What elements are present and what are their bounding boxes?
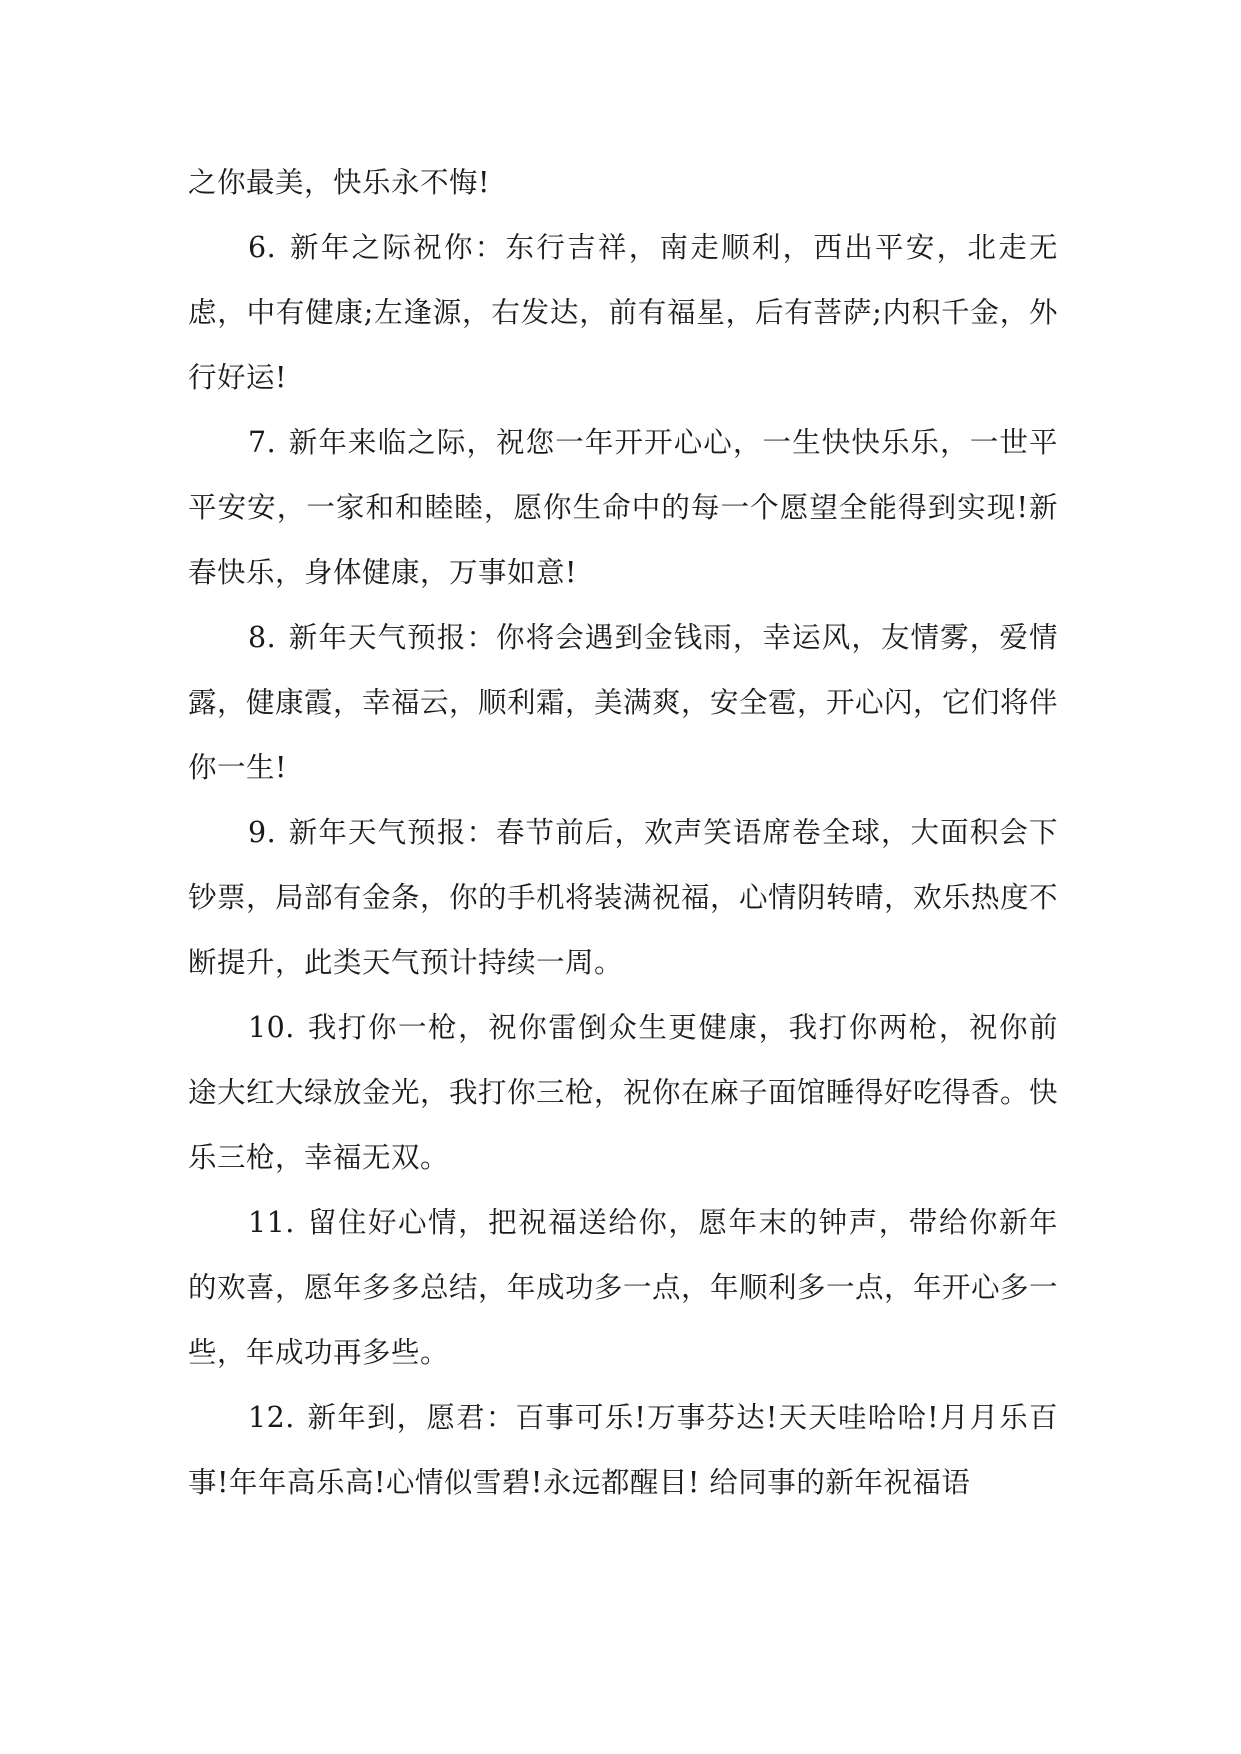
paragraph-continuation [188,150,1058,215]
paragraph-item-11 [188,1190,1058,1385]
paragraph-text: 新年天气预报：你将会遇到金钱雨，幸运风，友情雾，爱情露，健康霞，幸福云，顺利霜，美满爽，安全雹，开心闪，它们将伴你一生! [188,621,1059,784]
paragraph-text: 新年来临之际，祝您一年开开心心，一生快快乐乐，一世平平安安，一家和和睦睦，愿你生命中的每一个愿望全能得到实现!新春快乐，身体健康，万事如意! [188,426,1058,589]
item-number: 12. [248,1401,295,1434]
paragraph-item-7 [188,410,1058,605]
paragraph-item-9 [188,800,1058,995]
paragraph-item-6 [188,215,1058,410]
paragraph-item-8 [188,605,1058,800]
item-number: 11. [248,1206,295,1239]
paragraph-text: 新年之际祝你：东行吉祥，南走顺利，西出平安，北走无虑，中有健康;左逢源，右发达，前有福星，后有菩萨;内积千金，外行好运! [188,231,1058,394]
paragraph-text: 新年天气预报：春节前后，欢声笑语席卷全球，大面积会下钞票，局部有金条，你的手机将装满祝福，心情阴转晴，欢乐热度不断提升，此类天气预计持续一周。 [188,816,1059,979]
paragraph-text: 之你最美，快乐永不悔! [188,166,490,199]
paragraph-text: 新年到，愿君：百事可乐!万事芬达!天天哇哈哈!月月乐百事!年年高乐高!心情似雪碧!永远都醒目! 给同事的新年祝福语 [188,1401,1058,1499]
paragraph-item-12 [188,1385,1058,1515]
paragraph-text: 我打你一枪，祝你雷倒众生更健康，我打你两枪，祝你前途大红大绿放金光，我打你三枪，祝你在麻子面馆睡得好吃得香。快乐三枪，幸福无双。 [188,1011,1059,1174]
paragraph-item-10 [188,995,1058,1190]
item-number: 10. [248,1011,295,1044]
item-number: 8. [248,621,277,654]
document-page [188,150,1058,1515]
item-number: 6. [248,231,277,264]
paragraph-text: 留住好心情，把祝福送给你，愿年末的钟声，带给你新年的欢喜，愿年多多总结，年成功多一点，年顺利多一点，年开心多一些，年成功再多些。 [188,1206,1059,1369]
item-number: 7. [248,426,277,459]
item-number: 9. [248,816,277,849]
